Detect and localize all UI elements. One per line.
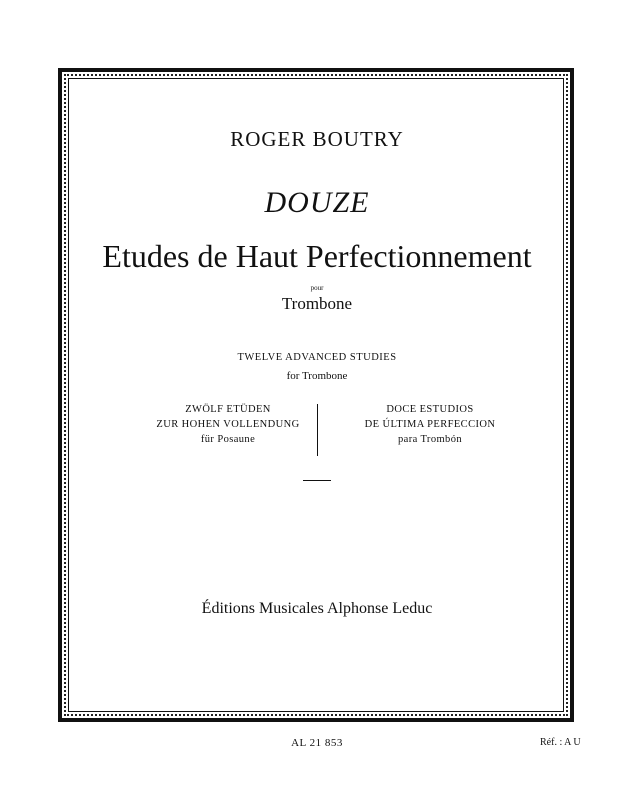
- german-line-1: ZWÖLF ETÜDEN: [185, 404, 271, 415]
- german-title-block: [128, 402, 328, 447]
- pour-label: pour: [310, 284, 324, 292]
- english-title: TWELVE ADVANCED STUDIES: [237, 352, 397, 363]
- english-subtitle: for Trombone: [286, 370, 348, 382]
- column-divider: [317, 404, 318, 456]
- spanish-line-1: DOCE ESTUDIOS: [386, 404, 474, 415]
- reference-code: Réf. : A U: [540, 737, 581, 748]
- spanish-line-3: para Trombón: [397, 434, 462, 445]
- spanish-line-2: DE ÚLTIMA PERFECCION: [364, 419, 496, 430]
- catalog-number: AL 21 853: [291, 737, 343, 749]
- spanish-title-block: [330, 402, 530, 447]
- german-line-2: ZUR HOHEN VOLLENDUNG: [156, 419, 300, 430]
- composer-name: ROGER BOUTRY: [230, 127, 404, 151]
- horizontal-divider: [303, 480, 331, 481]
- german-line-3: für Posaune: [200, 434, 256, 445]
- main-title: Etudes de Haut Perfectionnement: [102, 238, 532, 274]
- publisher-name: Éditions Musicales Alphonse Leduc: [201, 600, 433, 617]
- title-douze: DOUZE: [264, 186, 370, 219]
- decorative-border: [58, 68, 574, 722]
- instrument-label: Trombone: [281, 294, 353, 313]
